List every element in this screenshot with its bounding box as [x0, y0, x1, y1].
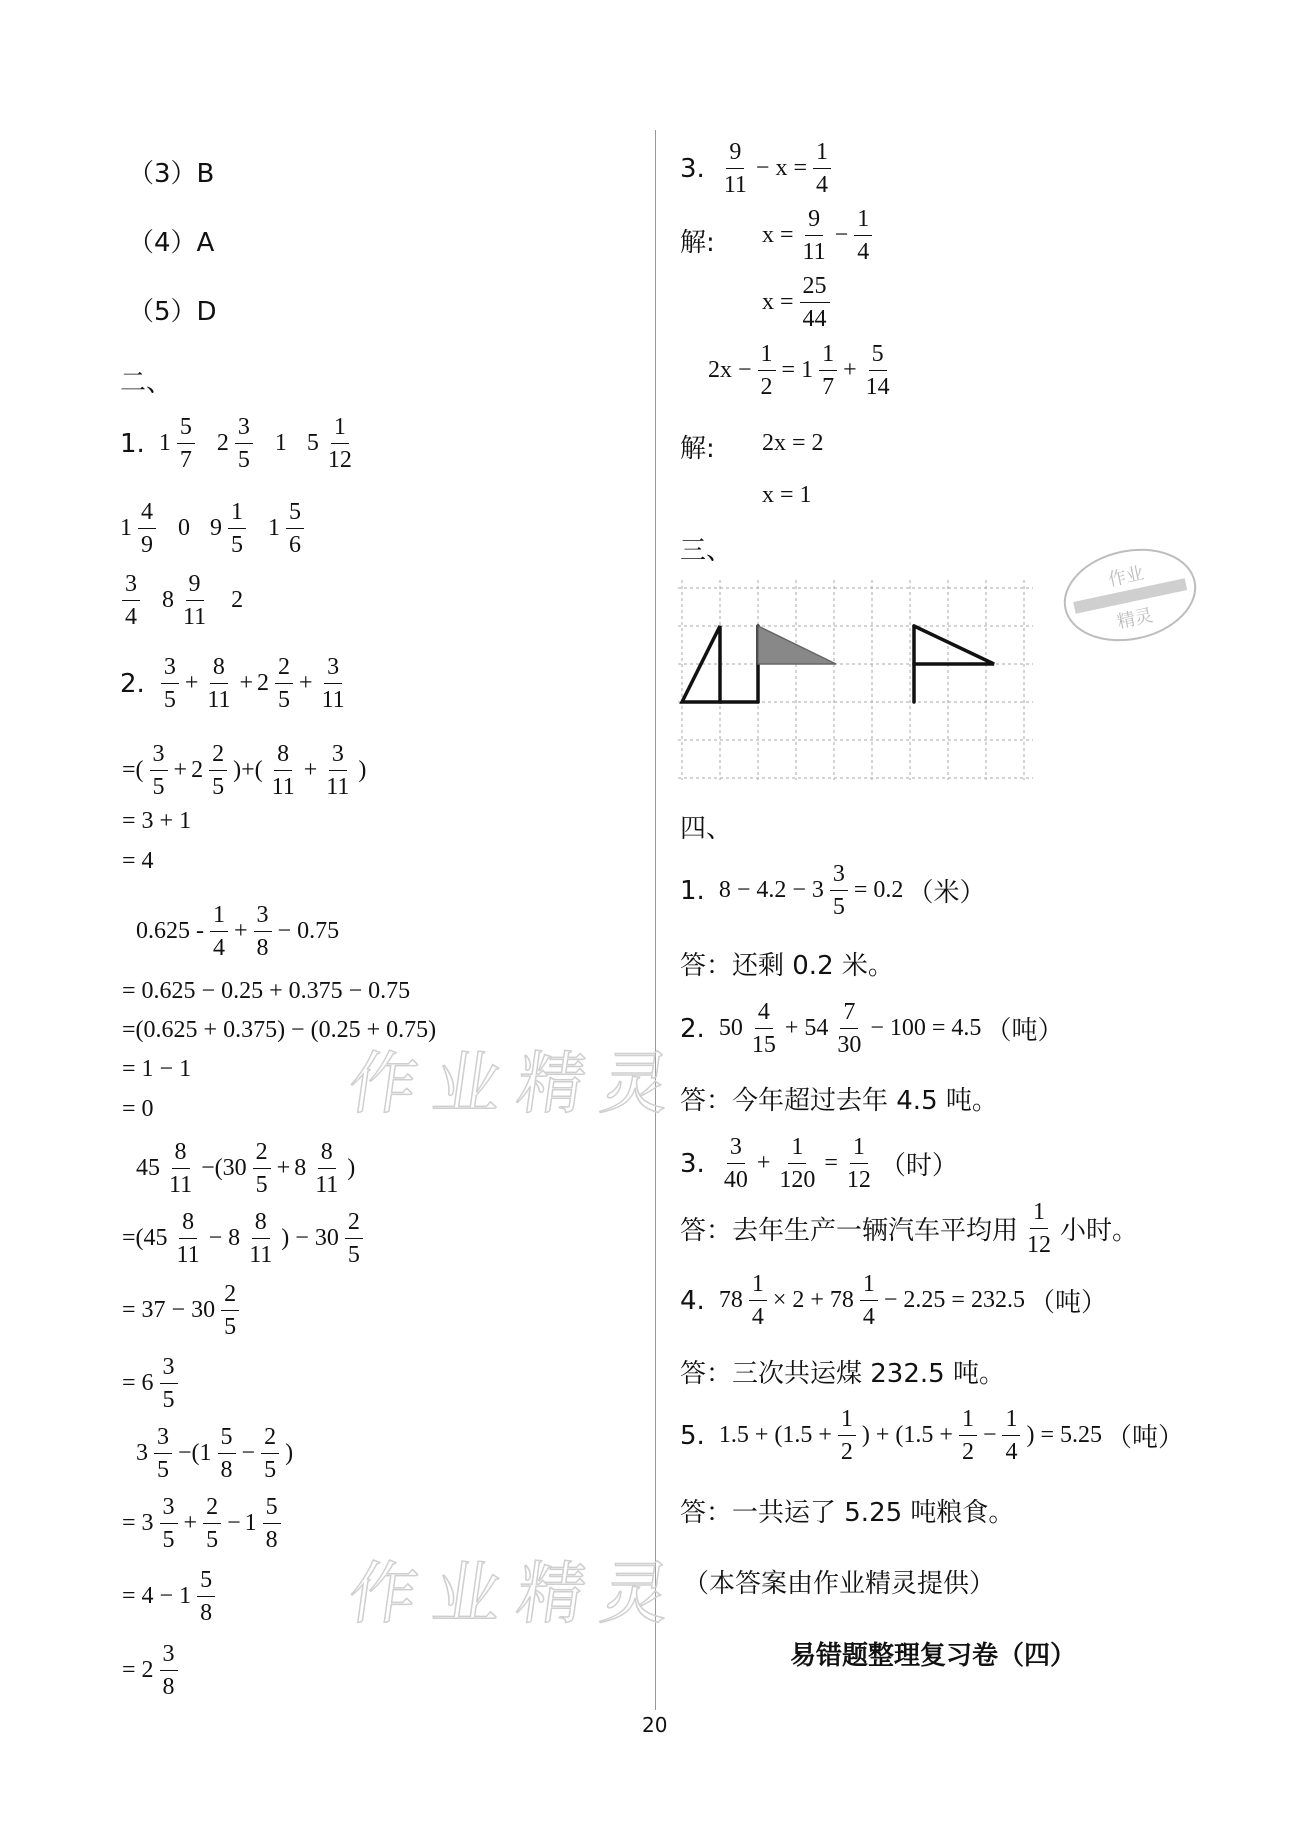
choice-3: （3）B	[128, 159, 215, 189]
page-number: 20	[642, 1713, 668, 1737]
q2-p3-line3: = 37 − 30 $\frac{2}{5}$	[122, 1282, 241, 1339]
wp2-answer: 答：今年超过去年 4.5 吨。	[680, 1086, 998, 1116]
eq3-line1: 3. $\frac{9}{11}$ − x = $\frac{1}{4}$	[680, 140, 833, 197]
wp3-equation: 3. $\frac{3}{40}$ + $\frac{1}{120}$ = $\frac{1}{12}$ （时）	[680, 1134, 958, 1193]
q2-p3-line2: =(45 $\frac{8}{11}$ − 8 $\frac{8}{11}$ ) − 30 $\frac{2}{5}$	[122, 1210, 365, 1267]
eq3-step2: x = $\frac{25}{44}$	[762, 274, 832, 331]
wp4-equation: 4. 78 $\frac{1}{4}$ × 2 + 78 $\frac{1}{4}$ − 2.25 = 232.5 （吨）	[680, 1271, 1107, 1330]
section-two-heading: 二、	[120, 368, 173, 398]
next-section-title: 易错题整理复习卷（四）	[790, 1641, 1077, 1671]
answer-credit: （本答案由作业精灵提供）	[683, 1569, 996, 1599]
watermark-upper: 作业精灵	[343, 1045, 691, 1124]
q2-p2-line5: = 0	[122, 1096, 154, 1122]
solve-label-1: 解:	[680, 228, 715, 258]
q1-row2: 1 $\frac{4}{9}$ 0 9 $\frac{1}{5}$ 1 $\frac{5}{6}$	[120, 500, 306, 557]
wp1-answer: 答：还剩 0.2 米。	[680, 951, 894, 981]
stamp-bottom-text: 精灵	[1115, 604, 1155, 633]
q2-p4-line4: = 2 $\frac{3}{8}$	[122, 1642, 180, 1699]
watermark-stamp	[1055, 540, 1205, 650]
q2-p4-line2: = 3 $\frac{3}{5}$ + $\frac{2}{5}$ − 1 $\frac{5}{8}$	[122, 1495, 283, 1552]
eq4-step1: 2x = 2	[762, 430, 824, 456]
choice-4: （4）A	[128, 228, 215, 258]
solve-label-2: 解:	[680, 434, 715, 464]
eq4-line1: 2x − $\frac{1}{2}$ = 1 $\frac{1}{7}$ + $\frac{5}{14}$	[708, 341, 890, 400]
q2-p1-line2: =( $\frac{3}{5}$ + 2 $\frac{2}{5}$ )+( $\frac{8}{11}$ + $\frac{3}{11}$ )	[122, 741, 367, 800]
choice-5: （5）D	[128, 297, 217, 327]
wp2-equation: 2. 50 $\frac{4}{15}$ + 54 $\frac{7}{30}$ − 100 = 4.5 （吨）	[680, 999, 1064, 1058]
q2-p2-line2: = 0.625 − 0.25 + 0.375 − 0.75	[122, 978, 411, 1004]
eq4-step2: x = 1	[762, 482, 812, 508]
q2-p2-line4: = 1 − 1	[122, 1056, 192, 1082]
q2-p1-line1: 2. $\frac{3}{5}$ + $\frac{8}{11}$ + 2 $\frac{2}{5}$ + $\frac{3}{11}$	[120, 654, 345, 713]
q2-p4-line1: 3 $\frac{3}{5}$ −(1 $\frac{5}{8}$ − $\frac{2}{5}$ )	[136, 1424, 294, 1483]
q2-p3-line1: 45 $\frac{8}{11}$ −(30 $\frac{2}{5}$ + 8 $\frac{8}{11}$ )	[136, 1139, 356, 1198]
section-four-heading: 四、	[680, 814, 733, 844]
stamp-top-text: 作业	[1106, 562, 1146, 591]
wp3-answer: 答：去年生产一辆汽车平均用 $\frac{1}{12}$ 小时。	[680, 1199, 1139, 1258]
watermark-lower: 作业精灵	[343, 1555, 691, 1634]
q2-p2-line1: 0.625 - $\frac{1}{4}$ + $\frac{3}{8}$ − 0.75	[136, 902, 340, 961]
wp5-equation: 5. 1.5 + (1.5 + $\frac{1}{2}$ ) + (1.5 + $\frac{1}{2}$ − $\frac{1}{4}$ ) = 5.25 （吨）	[680, 1406, 1185, 1465]
geometry-grid-figure	[678, 580, 1038, 785]
q1-row3: $\frac{3}{4}$ 8 $\frac{9}{11}$ 2	[120, 572, 243, 629]
wp4-answer: 答：三次共运煤 232.5 吨。	[680, 1359, 1005, 1389]
section-three-heading: 三、	[680, 536, 733, 566]
column-divider	[655, 130, 656, 1710]
q2-p3-line4: = 6 $\frac{3}{5}$	[122, 1355, 180, 1412]
q2-p1-line4: = 4	[122, 848, 154, 874]
q2-p2-line3: =(0.625 + 0.375) − (0.25 + 0.75)	[122, 1017, 437, 1043]
wp5-answer: 答：一共运了 5.25 吨粮食。	[680, 1498, 1015, 1528]
eq3-step1: x = $\frac{9}{11}$ − $\frac{1}{4}$	[762, 207, 874, 264]
q2-p4-line3: = 4 − 1 $\frac{5}{8}$	[122, 1568, 217, 1625]
wp1-equation: 1. 8 − 4.2 − 3 $\frac{3}{5}$ = 0.2 （米）	[680, 861, 986, 920]
q2-p1-line3: = 3 + 1	[122, 808, 192, 834]
q1-row1: 1. 1 $\frac{5}{7}$ 2 $\frac{3}{5}$ 1 5 $\frac{1}{12}$	[120, 414, 352, 473]
